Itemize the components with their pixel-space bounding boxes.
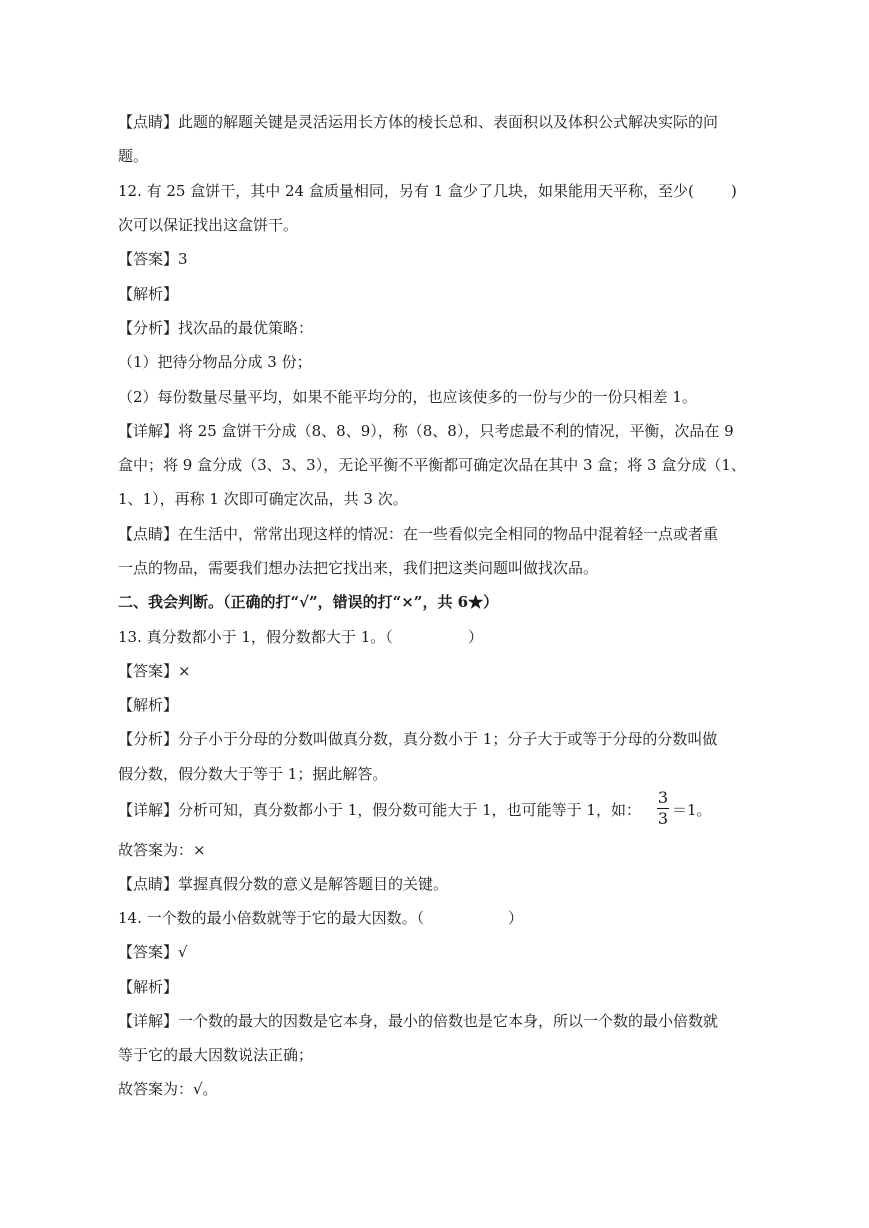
text: 14. 一个数的最小倍数就等于它的最大因数。（	[118, 909, 425, 927]
text: 【点睛】在生活中，常常出现这样的情况：在一些看似完全相同的物品中混着轻一点或者重	[118, 525, 719, 543]
question-14	[118, 908, 424, 928]
line	[118, 729, 717, 749]
answer-blank-close	[508, 908, 523, 928]
line	[118, 421, 734, 441]
text: 【详解】将 25 盒饼干分成（8、8、9），称（8、8），只考虑最不利的情况，平衡，次品在 9	[118, 422, 734, 440]
analysis-label	[118, 284, 178, 304]
text: （2）每份数量尽量平均，如果不能平均分的，也应该使多的一份与少的一份只相差 1。	[118, 388, 697, 406]
line	[118, 1079, 218, 1099]
line	[118, 558, 598, 578]
answer	[118, 942, 188, 962]
text: 【答案】×	[118, 662, 191, 680]
text: 【分析】找次品的最优策略：	[118, 319, 314, 337]
text: 【解析】	[118, 285, 179, 303]
answer-blank-close	[468, 627, 483, 647]
text: )	[731, 182, 737, 200]
line	[118, 764, 387, 784]
line	[118, 1045, 313, 1065]
text: （1）把待分物品分成 3 份；	[118, 353, 312, 371]
text: 假分数，假分数大于等于 1；据此解答。	[118, 765, 388, 783]
text: 【分析】分子小于分母的分数叫做真分数，真分数小于 1；分子大于或等于分母的分数叫做	[118, 730, 718, 748]
text: 12. 有 25 盒饼干，其中 24 盒质量相同，另有 1 盒少了几块，如果能用天平称，至少(	[118, 182, 694, 200]
text: 【答案】√	[118, 943, 188, 961]
line	[118, 318, 313, 338]
denominator: 3	[657, 809, 669, 828]
text: 13. 真分数都小于 1，假分数都大于 1。（	[118, 628, 393, 646]
text	[672, 800, 712, 820]
line	[118, 840, 206, 860]
text: 【解析】	[118, 696, 179, 714]
section-heading	[118, 592, 498, 612]
answer	[118, 249, 188, 269]
line	[118, 215, 298, 235]
text: 【点睛】掌握真假分数的意义是解答题目的关键。	[118, 875, 449, 893]
line	[118, 112, 718, 132]
line	[118, 524, 718, 544]
text: 次可以保证找出这盒饼干。	[118, 216, 299, 234]
text: 【详解】分析可知，真分数都小于 1，假分数可能大于 1，也可能等于 1，如：	[118, 801, 641, 819]
line	[118, 800, 641, 820]
fraction	[656, 789, 670, 828]
text: 【详解】一个数的最大的因数是它本身，最小的倍数也是它本身，所以一个数的最小倍数就	[118, 1012, 719, 1030]
question-13	[118, 627, 393, 647]
analysis-label	[118, 695, 178, 715]
text: 故答案为：×	[118, 841, 206, 859]
analysis-label	[118, 977, 178, 997]
text: 等于它的最大因数说法正确；	[118, 1046, 314, 1064]
text: 【答案】3	[118, 250, 188, 268]
text: 【点睛】此题的解题关键是灵活运用长方体的棱长总和、表面积以及体积公式解决实际的问	[118, 113, 719, 131]
line	[118, 455, 746, 475]
line	[118, 489, 408, 509]
text: 【解析】	[118, 978, 179, 996]
text: ＝1。	[672, 801, 712, 819]
line	[118, 146, 148, 166]
line	[118, 352, 312, 372]
text: 一点的物品，需要我们想办法把它找出来，我们把这类问题叫做找次品。	[118, 559, 599, 577]
line	[118, 1011, 718, 1031]
text: ）	[468, 628, 484, 646]
text: 1、1），再称 1 次即可确定次品，共 3 次。	[118, 490, 408, 508]
answer-blank-close	[731, 181, 737, 201]
numerator: 3	[657, 788, 669, 807]
text: 盒中；将 9 盒分成（3、3、3），无论平衡不平衡都可确定次品在其中 3 盒；将 3 盒分成（1、	[118, 456, 746, 474]
question-12	[118, 181, 694, 201]
answer	[118, 661, 191, 681]
text: 故答案为：√。	[118, 1080, 218, 1098]
text: 二、我会判断。（正确的打“√”，错误的打“×”，共 6★）	[118, 593, 499, 611]
line	[118, 874, 448, 894]
line	[118, 387, 697, 407]
text: 题。	[118, 147, 149, 165]
text: ）	[508, 909, 524, 927]
